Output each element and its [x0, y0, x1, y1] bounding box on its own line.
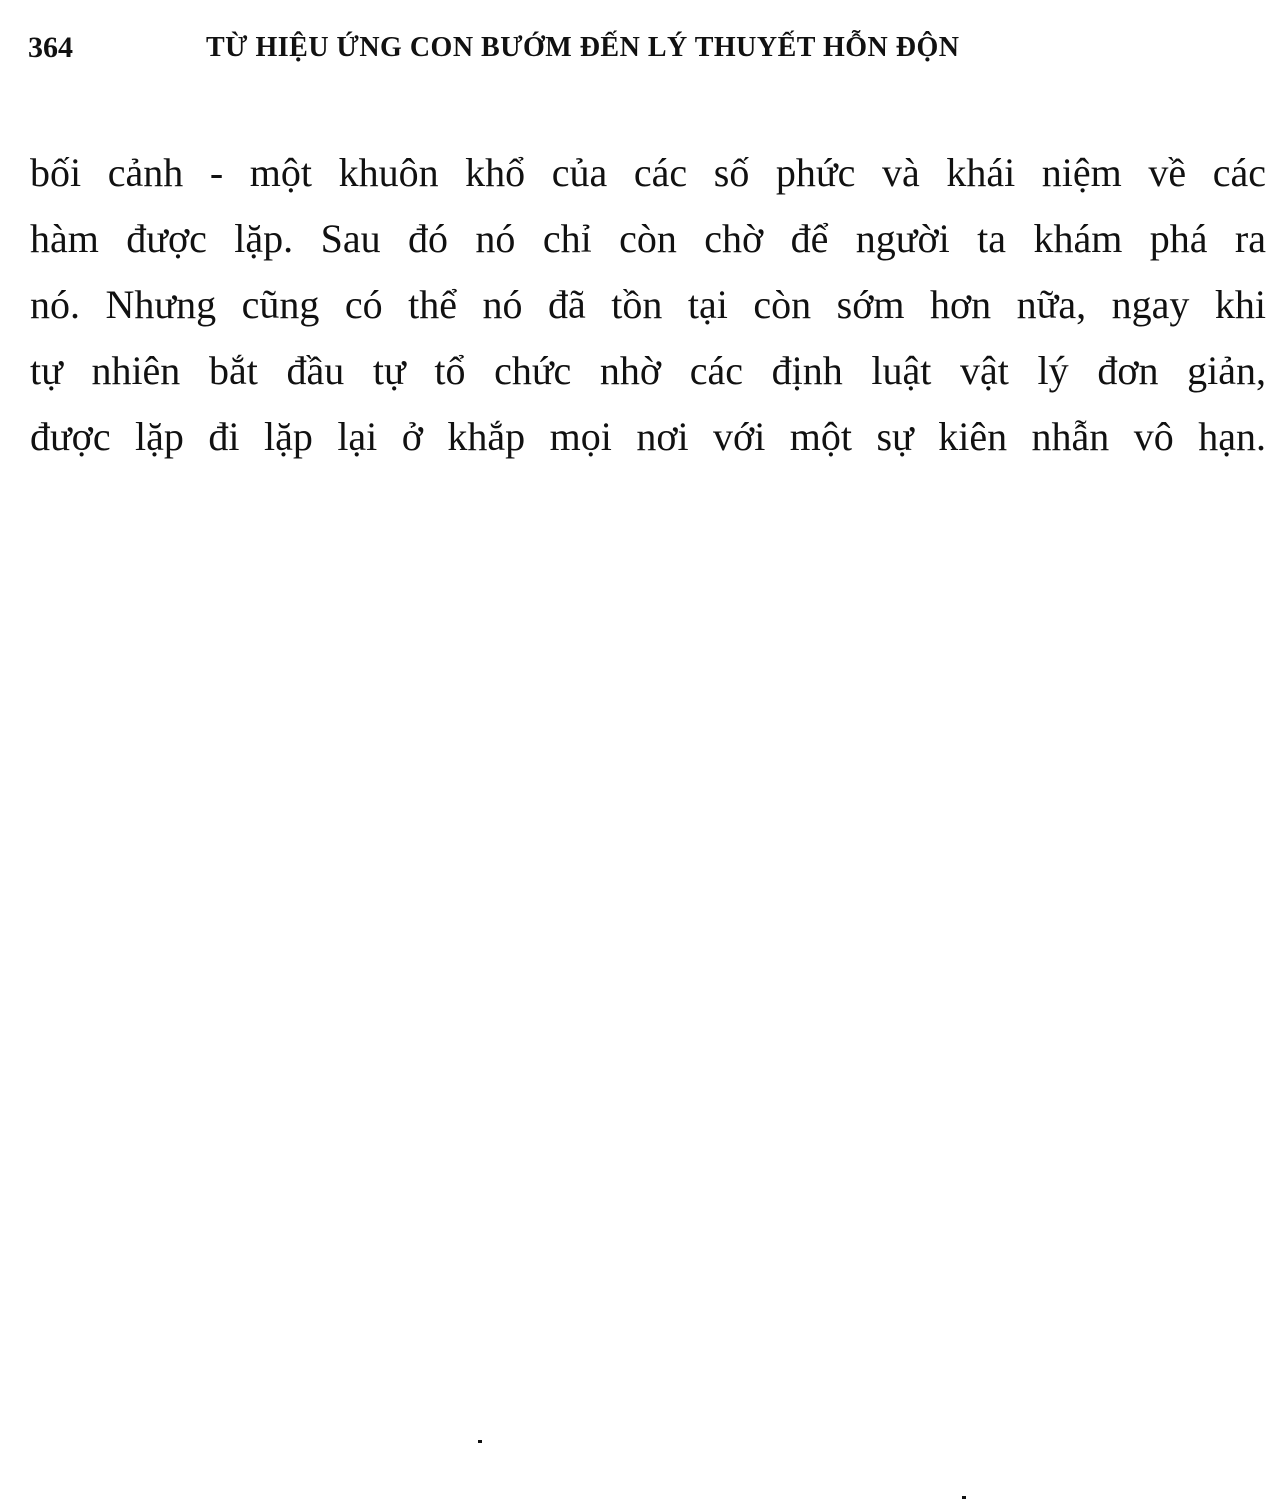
text-line: nó. Nhưng cũng có thể nó đã tồn tại còn sớm hơn nữa, ngay khi — [30, 282, 1266, 327]
text-line: bối cảnh - một khuôn khổ của các số phức và khái niệm về các — [30, 150, 1266, 195]
running-title: TỪ HIỆU ỨNG CON BƯỚM ĐẾN LÝ THUYẾT HỖN ĐỘN — [206, 32, 960, 63]
text-line: được lặp đi lặp lại ở khắp mọi nơi với một sự kiên nhẫn vô hạn. — [30, 414, 1266, 459]
scan-speck — [962, 1496, 966, 1499]
page-header — [28, 28, 1262, 72]
body-paragraph — [30, 140, 1266, 470]
page-number: 364 — [28, 31, 73, 64]
text-line: hàm được lặp. Sau đó nó chỉ còn chờ để người ta khám phá ra — [30, 216, 1266, 261]
text-line: tự nhiên bắt đầu tự tổ chức nhờ các định luật vật lý đơn giản, — [30, 348, 1266, 393]
scan-speck — [478, 1440, 482, 1443]
